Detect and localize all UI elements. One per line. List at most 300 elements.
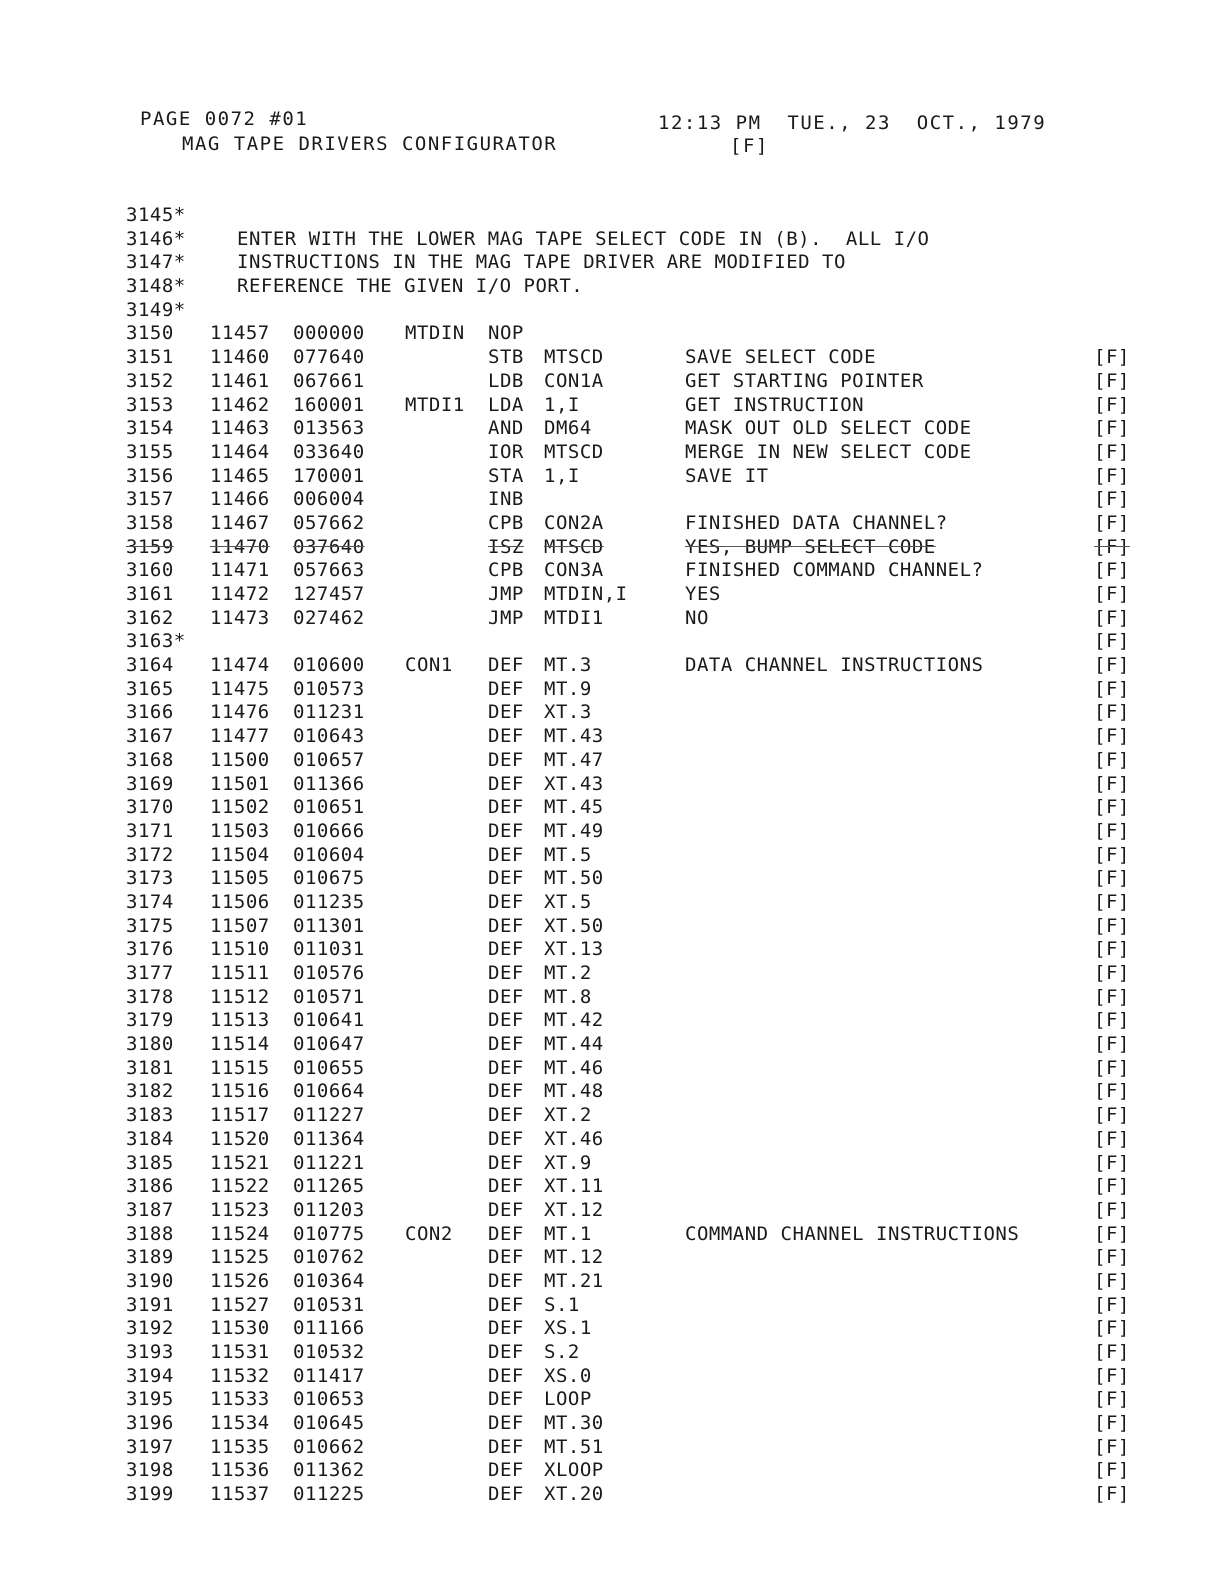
line-number: 3161 [126, 583, 174, 605]
memory-address: 11533 [210, 1388, 270, 1411]
revision-flag: [F] [1094, 1056, 1130, 1079]
opcode: INB [488, 488, 524, 511]
operand: MT.30 [544, 1412, 604, 1435]
comment: MASK OUT OLD SELECT CODE [685, 417, 972, 440]
opcode: DEF [488, 1198, 524, 1221]
listing-line [126, 465, 1136, 489]
line-number: 3188 [126, 1222, 174, 1245]
comment-text: REFERENCE THE GIVEN I/O PORT. [237, 275, 584, 298]
line-number: 3196 [126, 1412, 174, 1435]
operand: XLOOP [544, 1459, 604, 1482]
opcode: STA [488, 464, 524, 487]
revision-flag: [F] [1094, 819, 1130, 842]
memory-address: 11506 [210, 890, 270, 913]
line-number: 3149* [126, 298, 186, 321]
revision-flag: [F] [1094, 559, 1130, 582]
listing-line [126, 844, 1136, 868]
memory-address: 11524 [210, 1222, 270, 1245]
object-code: 010775 [293, 1222, 365, 1245]
listing-line [126, 630, 1136, 654]
memory-address: 11523 [210, 1198, 270, 1221]
line-number: 3162 [126, 606, 174, 629]
listing-line [126, 1175, 1136, 1199]
object-code: 010651 [293, 796, 365, 819]
opcode: DEF [488, 725, 524, 748]
object-code: 010645 [293, 1412, 365, 1435]
line-number: 3190 [126, 1269, 174, 1292]
operand: MT.2 [544, 962, 592, 984]
comment: SAVE SELECT CODE [685, 346, 877, 369]
revision-flag: [F] [1094, 535, 1130, 558]
listing-line [126, 1223, 1136, 1247]
memory-address: 11532 [210, 1364, 270, 1387]
listing-line [126, 1033, 1136, 1057]
listing-line [126, 1365, 1136, 1389]
revision-flag: [F] [1094, 440, 1130, 463]
listing-line [126, 1388, 1136, 1412]
listing-line [126, 678, 1136, 702]
operand: MT.51 [544, 1435, 604, 1458]
listing-line [126, 204, 1136, 228]
memory-address: 11510 [210, 938, 270, 961]
document-title: MAG TAPE DRIVERS CONFIGURATOR [182, 133, 558, 155]
comment-text: INSTRUCTIONS IN THE MAG TAPE DRIVER ARE MODIFIED TO [237, 251, 846, 274]
listing-line [126, 749, 1136, 773]
object-code: 011265 [293, 1175, 365, 1198]
listing-line [126, 725, 1136, 749]
line-number: 3164 [126, 654, 174, 677]
revision-flag: [F] [1094, 417, 1130, 440]
opcode: DEF [488, 1080, 524, 1103]
listing-line [126, 1294, 1136, 1318]
opcode: CPB [488, 511, 524, 534]
opcode: DEF [488, 1483, 524, 1506]
object-code: 010576 [293, 962, 365, 984]
revision-flag: [F] [1094, 725, 1130, 748]
opcode: DEF [488, 1364, 524, 1387]
memory-address: 11534 [210, 1412, 270, 1435]
operand: MTSCD [544, 346, 604, 369]
memory-address: 11505 [210, 867, 270, 890]
line-number: 3153 [126, 393, 174, 416]
memory-address: 11463 [210, 417, 270, 440]
operand: MT.12 [544, 1246, 604, 1269]
opcode: DEF [488, 748, 524, 771]
opcode: DEF [488, 1435, 524, 1458]
revision-flag: [F] [1094, 369, 1130, 392]
object-code: 010647 [293, 1033, 365, 1056]
line-number: 3172 [126, 843, 174, 866]
revision-flag: [F] [1094, 914, 1130, 937]
revision-flag: [F] [1094, 1198, 1130, 1221]
listing-line [126, 417, 1136, 441]
comment: NO [685, 606, 709, 629]
comment: YES [685, 583, 721, 605]
listing-line [126, 891, 1136, 915]
opcode: JMP [488, 583, 524, 605]
memory-address: 11465 [210, 464, 270, 487]
operand: 1,I [544, 464, 580, 487]
operand: MT.21 [544, 1269, 604, 1292]
memory-address: 11477 [210, 725, 270, 748]
line-number: 3175 [126, 914, 174, 937]
revision-flag: [F] [1094, 1412, 1130, 1435]
memory-address: 11471 [210, 559, 270, 582]
object-code: 127457 [293, 583, 365, 605]
page-number: PAGE 0072 #01 [140, 108, 309, 130]
revision-flag: [F] [1094, 1104, 1130, 1127]
opcode: JMP [488, 606, 524, 629]
listing-line [126, 1459, 1136, 1483]
object-code: 010657 [293, 748, 365, 771]
listing-line [126, 773, 1136, 797]
revision-flag: [F] [1094, 488, 1130, 511]
listing-line [126, 488, 1136, 512]
memory-address: 11503 [210, 819, 270, 842]
memory-address: 11467 [210, 511, 270, 534]
memory-address: 11522 [210, 1175, 270, 1198]
line-number: 3151 [126, 346, 174, 369]
opcode: CPB [488, 559, 524, 582]
object-code: 010762 [293, 1246, 365, 1269]
operand: MT.46 [544, 1056, 604, 1079]
memory-address: 11464 [210, 440, 270, 463]
revision-flag: [F] [1094, 1388, 1130, 1411]
revision-flag: [F] [1094, 654, 1130, 677]
comment-text: ENTER WITH THE LOWER MAG TAPE SELECT CODE IN (B). ALL I/O [237, 227, 930, 250]
memory-address: 11502 [210, 796, 270, 819]
memory-address: 11537 [210, 1483, 270, 1506]
operand: XT.9 [544, 1151, 592, 1174]
object-code: 010662 [293, 1435, 365, 1458]
object-code: 010653 [293, 1388, 365, 1411]
opcode: DEF [488, 1269, 524, 1292]
line-number: 3158 [126, 511, 174, 534]
revision-flag: [F] [1094, 606, 1130, 629]
line-number: 3147* [126, 251, 186, 274]
operand: S.2 [544, 1341, 580, 1363]
listing-line [126, 796, 1136, 820]
object-code: 011221 [293, 1151, 365, 1174]
opcode: DEF [488, 1293, 524, 1316]
operand: MT.45 [544, 796, 604, 819]
listing-line [126, 1128, 1136, 1152]
opcode: NOP [488, 322, 524, 345]
listing-line [126, 275, 1136, 299]
line-number: 3163* [126, 630, 186, 653]
listing-line [126, 915, 1136, 939]
object-code: 006004 [293, 488, 365, 511]
object-code: 010655 [293, 1056, 365, 1079]
assembly-listing [126, 204, 1136, 1507]
line-number: 3171 [126, 819, 174, 842]
line-number: 3146* [126, 227, 186, 250]
revision-flag: [F] [1094, 1364, 1130, 1387]
opcode: DEF [488, 1151, 524, 1174]
object-code: 011227 [293, 1104, 365, 1127]
line-number: 3159 [126, 535, 174, 558]
memory-address: 11460 [210, 346, 270, 369]
line-number: 3167 [126, 725, 174, 748]
listing-line [126, 654, 1136, 678]
memory-address: 11473 [210, 606, 270, 629]
line-number: 3176 [126, 938, 174, 961]
memory-address: 11461 [210, 369, 270, 392]
operand: MT.44 [544, 1033, 604, 1056]
operand: MT.1 [544, 1222, 592, 1245]
line-number: 3157 [126, 488, 174, 511]
operand: MT.42 [544, 1009, 604, 1032]
listing-line [126, 1412, 1136, 1436]
revision-flag: [F] [1094, 890, 1130, 913]
memory-address: 11472 [210, 583, 270, 605]
operand: MT.8 [544, 985, 592, 1008]
listing-line [126, 1270, 1136, 1294]
memory-address: 11470 [210, 535, 270, 558]
memory-address: 11513 [210, 1009, 270, 1032]
revision-flag: [F] [1094, 701, 1130, 724]
operand: DM64 [544, 417, 592, 440]
comment: GET STARTING POINTER [685, 369, 924, 392]
label: MTDI1 [405, 393, 465, 416]
listing-line [126, 867, 1136, 891]
object-code: 011301 [293, 914, 365, 937]
line-number: 3189 [126, 1246, 174, 1269]
listing-line [126, 1152, 1136, 1176]
revision-flag: [F] [1094, 1080, 1130, 1103]
opcode: DEF [488, 1175, 524, 1198]
line-number: 3165 [126, 677, 174, 700]
listing-line [126, 322, 1136, 346]
comment: GET INSTRUCTION [685, 393, 865, 416]
memory-address: 11527 [210, 1293, 270, 1316]
listing-line [126, 1483, 1136, 1507]
operand: MTDI1 [544, 606, 604, 629]
listing-line [126, 1057, 1136, 1081]
revision-flag: [F] [1094, 985, 1130, 1008]
revision-flag: [F] [1094, 1127, 1130, 1150]
line-number: 3170 [126, 796, 174, 819]
listing-line [126, 1436, 1136, 1460]
operand: XS.1 [544, 1317, 592, 1340]
opcode: DEF [488, 1033, 524, 1056]
object-code: 170001 [293, 464, 365, 487]
line-number: 3179 [126, 1009, 174, 1032]
object-code: 010641 [293, 1009, 365, 1032]
object-code: 010666 [293, 819, 365, 842]
memory-address: 11476 [210, 701, 270, 724]
listing-line [126, 370, 1136, 394]
line-number: 3178 [126, 985, 174, 1008]
opcode: ISZ [488, 535, 524, 558]
operand: MT.49 [544, 819, 604, 842]
line-number: 3152 [126, 369, 174, 392]
memory-address: 11525 [210, 1246, 270, 1269]
operand: CON1A [544, 369, 604, 392]
revision-flag: [F] [1094, 464, 1130, 487]
opcode: DEF [488, 1317, 524, 1340]
opcode: AND [488, 417, 524, 440]
listing-line [126, 1009, 1136, 1033]
line-number: 3199 [126, 1483, 174, 1506]
line-number: 3198 [126, 1459, 174, 1482]
listing-line [126, 1104, 1136, 1128]
object-code: 010364 [293, 1269, 365, 1292]
object-code: 027462 [293, 606, 365, 629]
comment: FINISHED DATA CHANNEL? [685, 511, 948, 534]
operand: MTDIN,I [544, 583, 628, 605]
memory-address: 11517 [210, 1104, 270, 1127]
line-number: 3185 [126, 1151, 174, 1174]
memory-address: 11475 [210, 677, 270, 700]
opcode: DEF [488, 701, 524, 724]
line-number: 3160 [126, 559, 174, 582]
memory-address: 11520 [210, 1127, 270, 1150]
revision-flag: [F] [1094, 1269, 1130, 1292]
memory-address: 11521 [210, 1151, 270, 1174]
line-number: 3173 [126, 867, 174, 890]
opcode: DEF [488, 1341, 524, 1363]
revision-flag: [F] [1094, 630, 1130, 653]
operand: MTSCD [544, 535, 604, 558]
line-number: 3150 [126, 322, 174, 345]
listing-line [126, 583, 1136, 607]
object-code: 011235 [293, 890, 365, 913]
opcode: DEF [488, 938, 524, 961]
object-code: 011366 [293, 772, 365, 795]
line-number: 3183 [126, 1104, 174, 1127]
revision-flag: [F] [1094, 1222, 1130, 1245]
line-number: 3180 [126, 1033, 174, 1056]
listing-line [126, 536, 1136, 560]
revision-flag: [F] [1094, 1435, 1130, 1458]
memory-address: 11531 [210, 1341, 270, 1363]
memory-address: 11457 [210, 322, 270, 345]
line-number: 3181 [126, 1056, 174, 1079]
operand: XT.3 [544, 701, 592, 724]
opcode: DEF [488, 1056, 524, 1079]
operand: MT.48 [544, 1080, 604, 1103]
memory-address: 11530 [210, 1317, 270, 1340]
revision-flag: [F] [1094, 1246, 1130, 1269]
comment: COMMAND CHANNEL INSTRUCTIONS [685, 1222, 1020, 1245]
listing-line [126, 512, 1136, 536]
listing-line [126, 701, 1136, 725]
revision-flag: [F] [1094, 867, 1130, 890]
line-number: 3156 [126, 464, 174, 487]
revision-flag: [F] [1094, 1175, 1130, 1198]
line-number: 3145* [126, 204, 186, 226]
object-code: 010531 [293, 1293, 365, 1316]
memory-address: 11474 [210, 654, 270, 677]
line-number: 3184 [126, 1127, 174, 1150]
object-code: 057662 [293, 511, 365, 534]
object-code: 011364 [293, 1127, 365, 1150]
object-code: 013563 [293, 417, 365, 440]
revision-flag: [F] [1094, 748, 1130, 771]
object-code: 011203 [293, 1198, 365, 1221]
opcode: DEF [488, 890, 524, 913]
revision-flag: [F] [1094, 843, 1130, 866]
listing-line [126, 607, 1136, 631]
line-number: 3154 [126, 417, 174, 440]
opcode: DEF [488, 985, 524, 1008]
label: CON1 [405, 654, 453, 677]
revision-flag: [F] [1094, 346, 1130, 369]
operand: XT.20 [544, 1483, 604, 1506]
object-code: 077640 [293, 346, 365, 369]
operand: CON3A [544, 559, 604, 582]
object-code: 010664 [293, 1080, 365, 1103]
operand: XT.12 [544, 1198, 604, 1221]
revision-flag: [F] [1094, 583, 1130, 605]
operand: MT.47 [544, 748, 604, 771]
revision-flag: [F] [1094, 1317, 1130, 1340]
listing-line [126, 394, 1136, 418]
opcode: DEF [488, 843, 524, 866]
comment: DATA CHANNEL INSTRUCTIONS [685, 654, 984, 677]
opcode: DEF [488, 654, 524, 677]
opcode: DEF [488, 796, 524, 819]
memory-address: 11515 [210, 1056, 270, 1079]
object-code: 011166 [293, 1317, 365, 1340]
memory-address: 11535 [210, 1435, 270, 1458]
revision-flag: [F] [1094, 1483, 1130, 1506]
line-number: 3148* [126, 275, 186, 298]
object-code: 011231 [293, 701, 365, 724]
object-code: 010600 [293, 654, 365, 677]
opcode: STB [488, 346, 524, 369]
listing-line [126, 1246, 1136, 1270]
operand: XT.46 [544, 1127, 604, 1150]
listing-line [126, 962, 1136, 986]
opcode: DEF [488, 867, 524, 890]
revision-flag: [F] [1094, 1009, 1130, 1032]
opcode: DEF [488, 1104, 524, 1127]
listing-line [126, 938, 1136, 962]
object-code: 000000 [293, 322, 365, 345]
memory-address: 11514 [210, 1033, 270, 1056]
revision-flag: [F] [1094, 796, 1130, 819]
line-number: 3192 [126, 1317, 174, 1340]
listing-line [126, 1080, 1136, 1104]
line-number: 3155 [126, 440, 174, 463]
operand: MT.3 [544, 654, 592, 677]
operand: XT.13 [544, 938, 604, 961]
operand: MT.43 [544, 725, 604, 748]
listing-line [126, 251, 1136, 275]
memory-address: 11512 [210, 985, 270, 1008]
memory-address: 11507 [210, 914, 270, 937]
object-code: 160001 [293, 393, 365, 416]
opcode: DEF [488, 1009, 524, 1032]
opcode: DEF [488, 1246, 524, 1269]
opcode: DEF [488, 677, 524, 700]
memory-address: 11536 [210, 1459, 270, 1482]
object-code: 010571 [293, 985, 365, 1008]
opcode: IOR [488, 440, 524, 463]
memory-address: 11504 [210, 843, 270, 866]
memory-address: 11466 [210, 488, 270, 511]
listing-line [126, 820, 1136, 844]
line-number: 3194 [126, 1364, 174, 1387]
print-datetime: 12:13 PM TUE., 23 OCT., 1979 [658, 112, 1047, 134]
opcode: LDB [488, 369, 524, 392]
line-number: 3169 [126, 772, 174, 795]
memory-address: 11516 [210, 1080, 270, 1103]
revision-flag: [F] [1094, 393, 1130, 416]
object-code: 010573 [293, 677, 365, 700]
